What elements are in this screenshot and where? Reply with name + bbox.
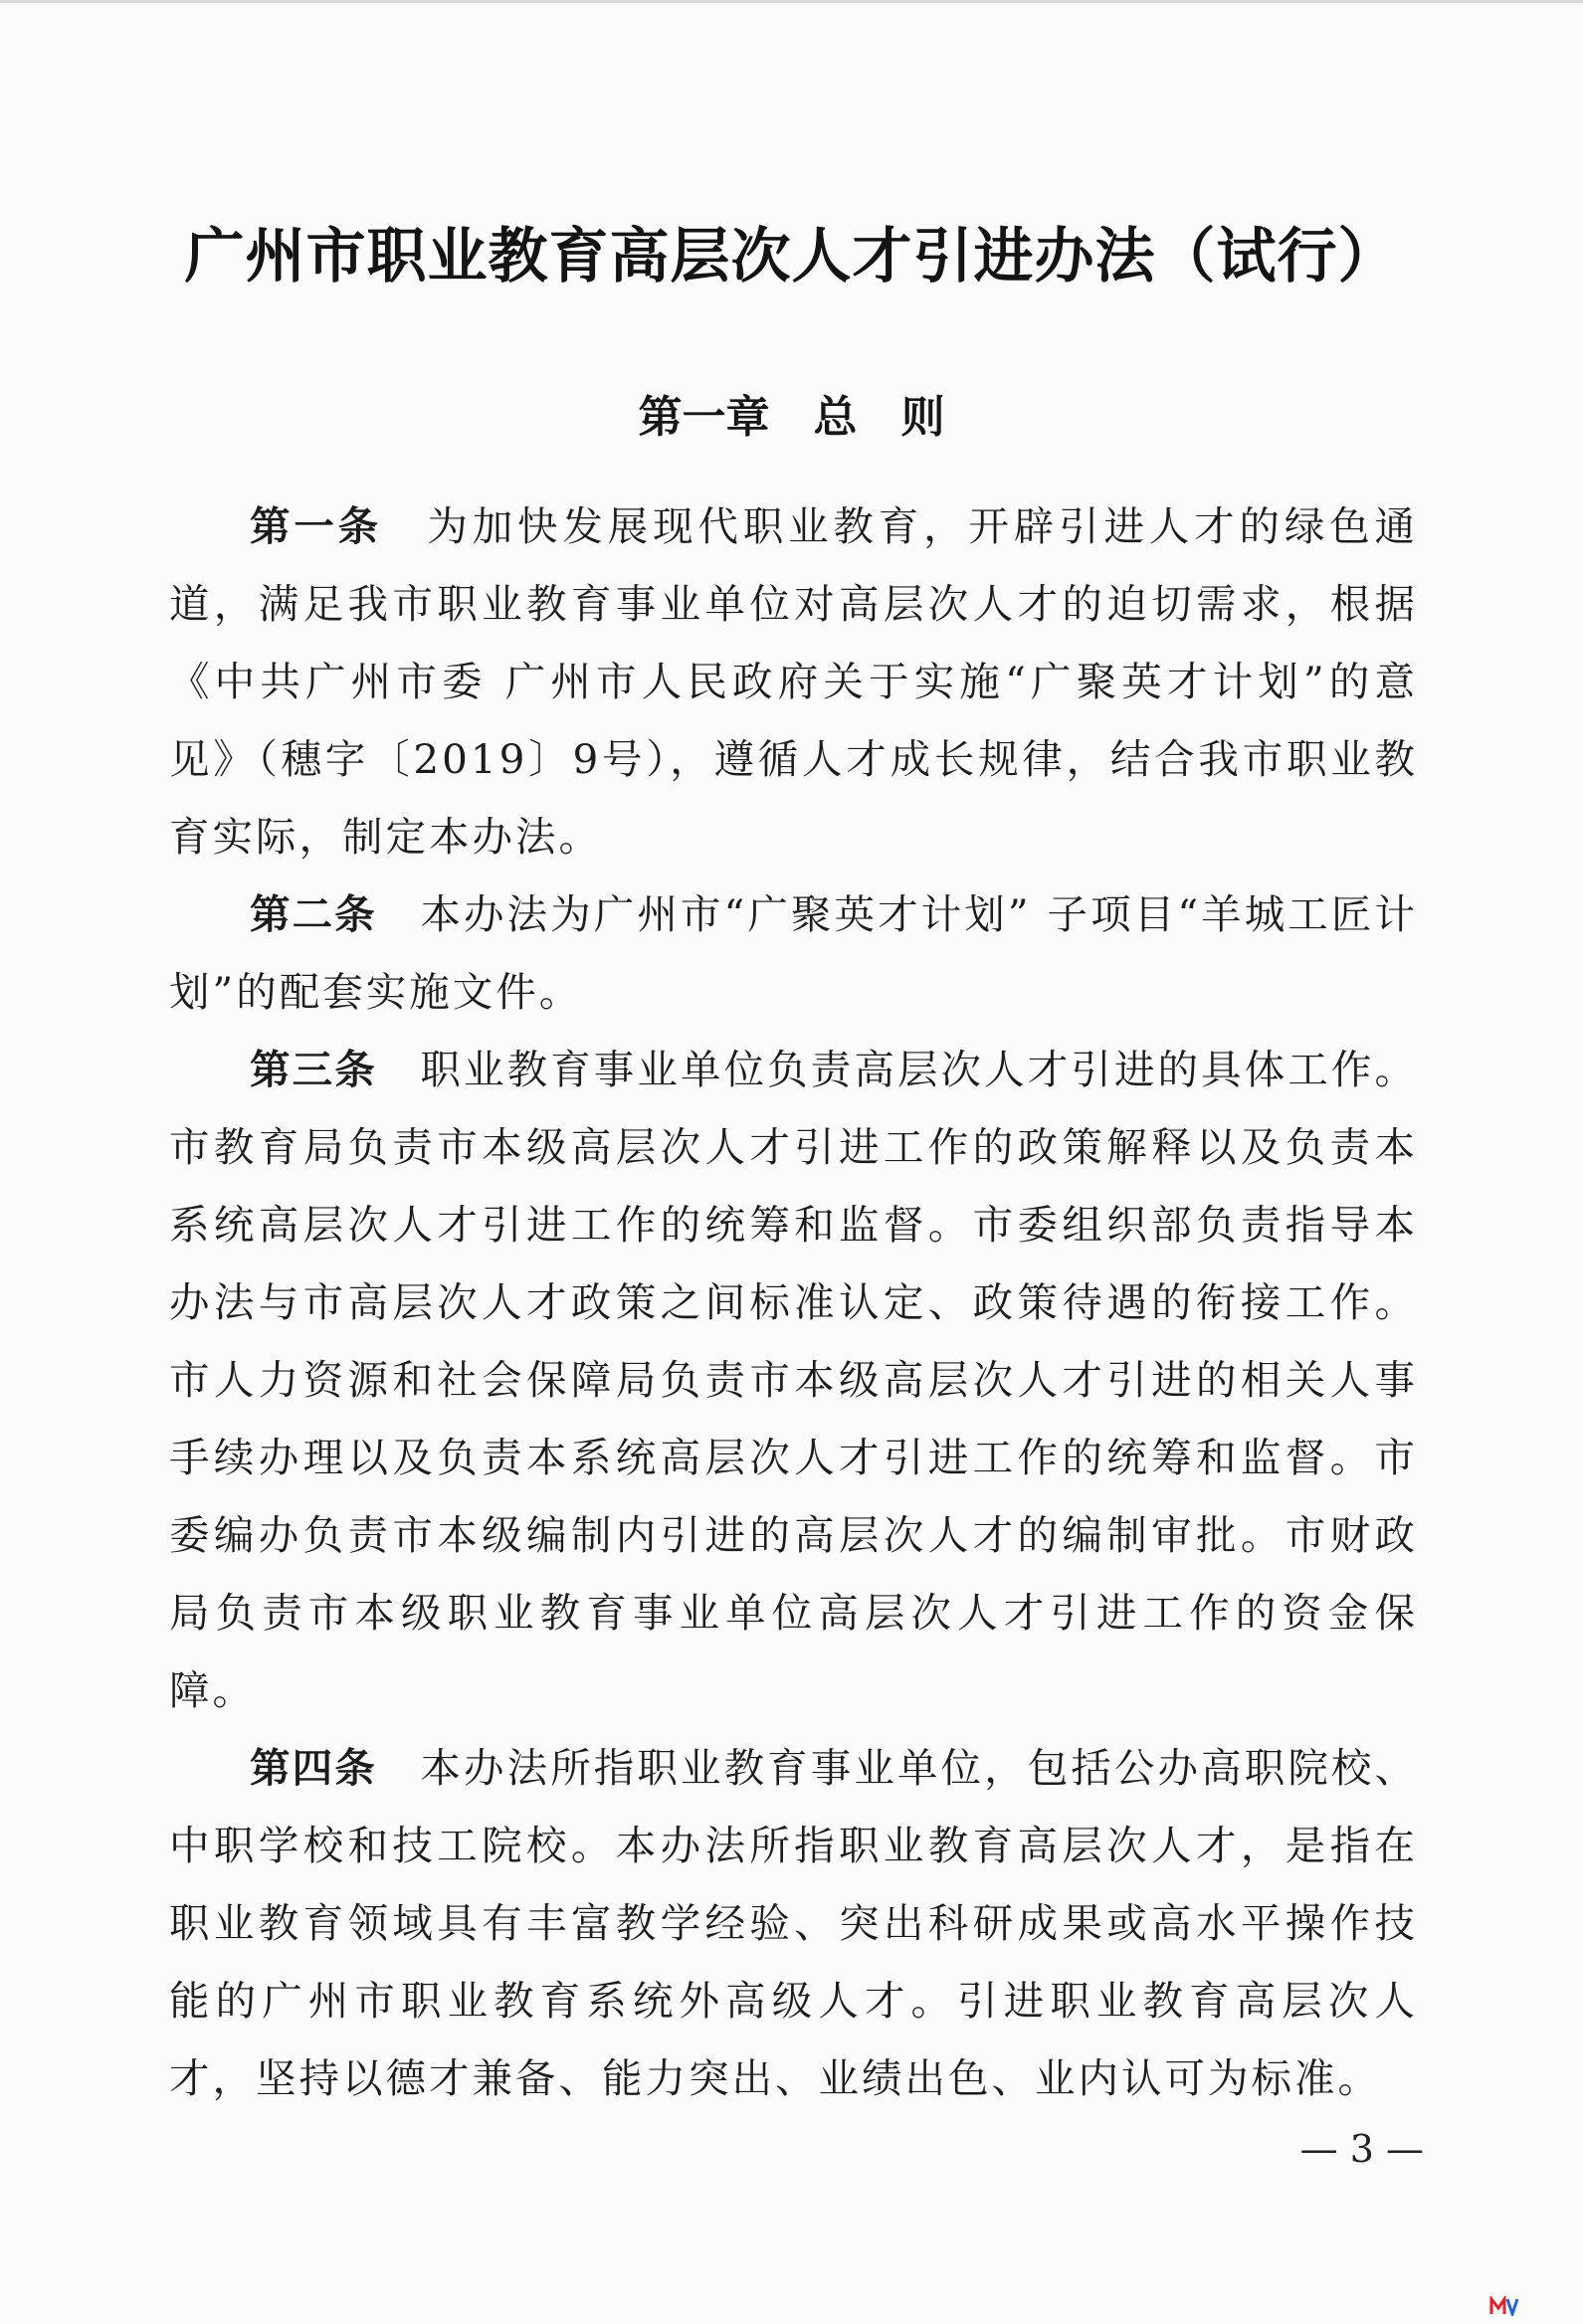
article-label: 第三条 [250,1046,377,1093]
corner-logo-icon [1489,2296,1519,2316]
article-label: 第二条 [250,890,377,938]
chapter-heading: 第一章 总 则 [638,392,945,443]
article-label: 第四条 [250,1744,377,1792]
article-text: 本办法为广州市“广聚英才计划” 子项目“羊城工匠计划”的配套实施文件。 [169,890,1418,1016]
article-text: 为加快发展现代职业教育，开辟引进人才的绿色通道，满足我市职业教育事业单位对高层次人才的迫切需求，根据《中共广州市委 广州市人民政府关于实施“广聚英才计划”的意见》（穗字〔2019〕9号），遵循人才成长规律，结合我市职业教育实际，制定本办法。 [169,502,1419,861]
document-body [169,487,1418,2117]
article-1 [169,487,1418,875]
article-text: 职业教育事业单位负责高层次人才引进的具体工作。市教育局负责市本级高层次人才引进工作的政策解释以及负责本系统高层次人才引进工作的统筹和监督。市委组织部负责指导本办法与市高层次人才政策之间标准认定、政策待遇的衔接工作。市人力资源和社会保障局负责市本级高层次人才引进的相关人事手续办理以及负责本系统高层次人才引进工作的统筹和监督。市委编办负责市本级编制内引进的高层次人才的编制审批。市财政局负责市本级职业教育事业单位高层次人才引进工作的资金保障。 [169,1046,1419,1714]
article-2 [169,875,1418,1031]
article-3 [169,1031,1418,1729]
article-4 [169,1729,1418,2117]
page-number: — 3 — [1299,2127,1424,2171]
article-label: 第一条 [250,502,383,550]
page-top-edge [0,0,1583,3]
document-title: 广州市职业教育高层次人才引进办法（试行） [184,222,1399,291]
article-text: 本办法所指职业教育事业单位，包括公办高职院校、中职学校和技工院校。本办法所指职业教育高层次人才，是指在职业教育领域具有丰富教学经验、突出科研成果或高水平操作技能的广州市职业教育系统外高级人才。引进职业教育高层次人才，坚持以德才兼备、能力突出、业绩出色、业内认可为标准。 [169,1744,1419,2102]
